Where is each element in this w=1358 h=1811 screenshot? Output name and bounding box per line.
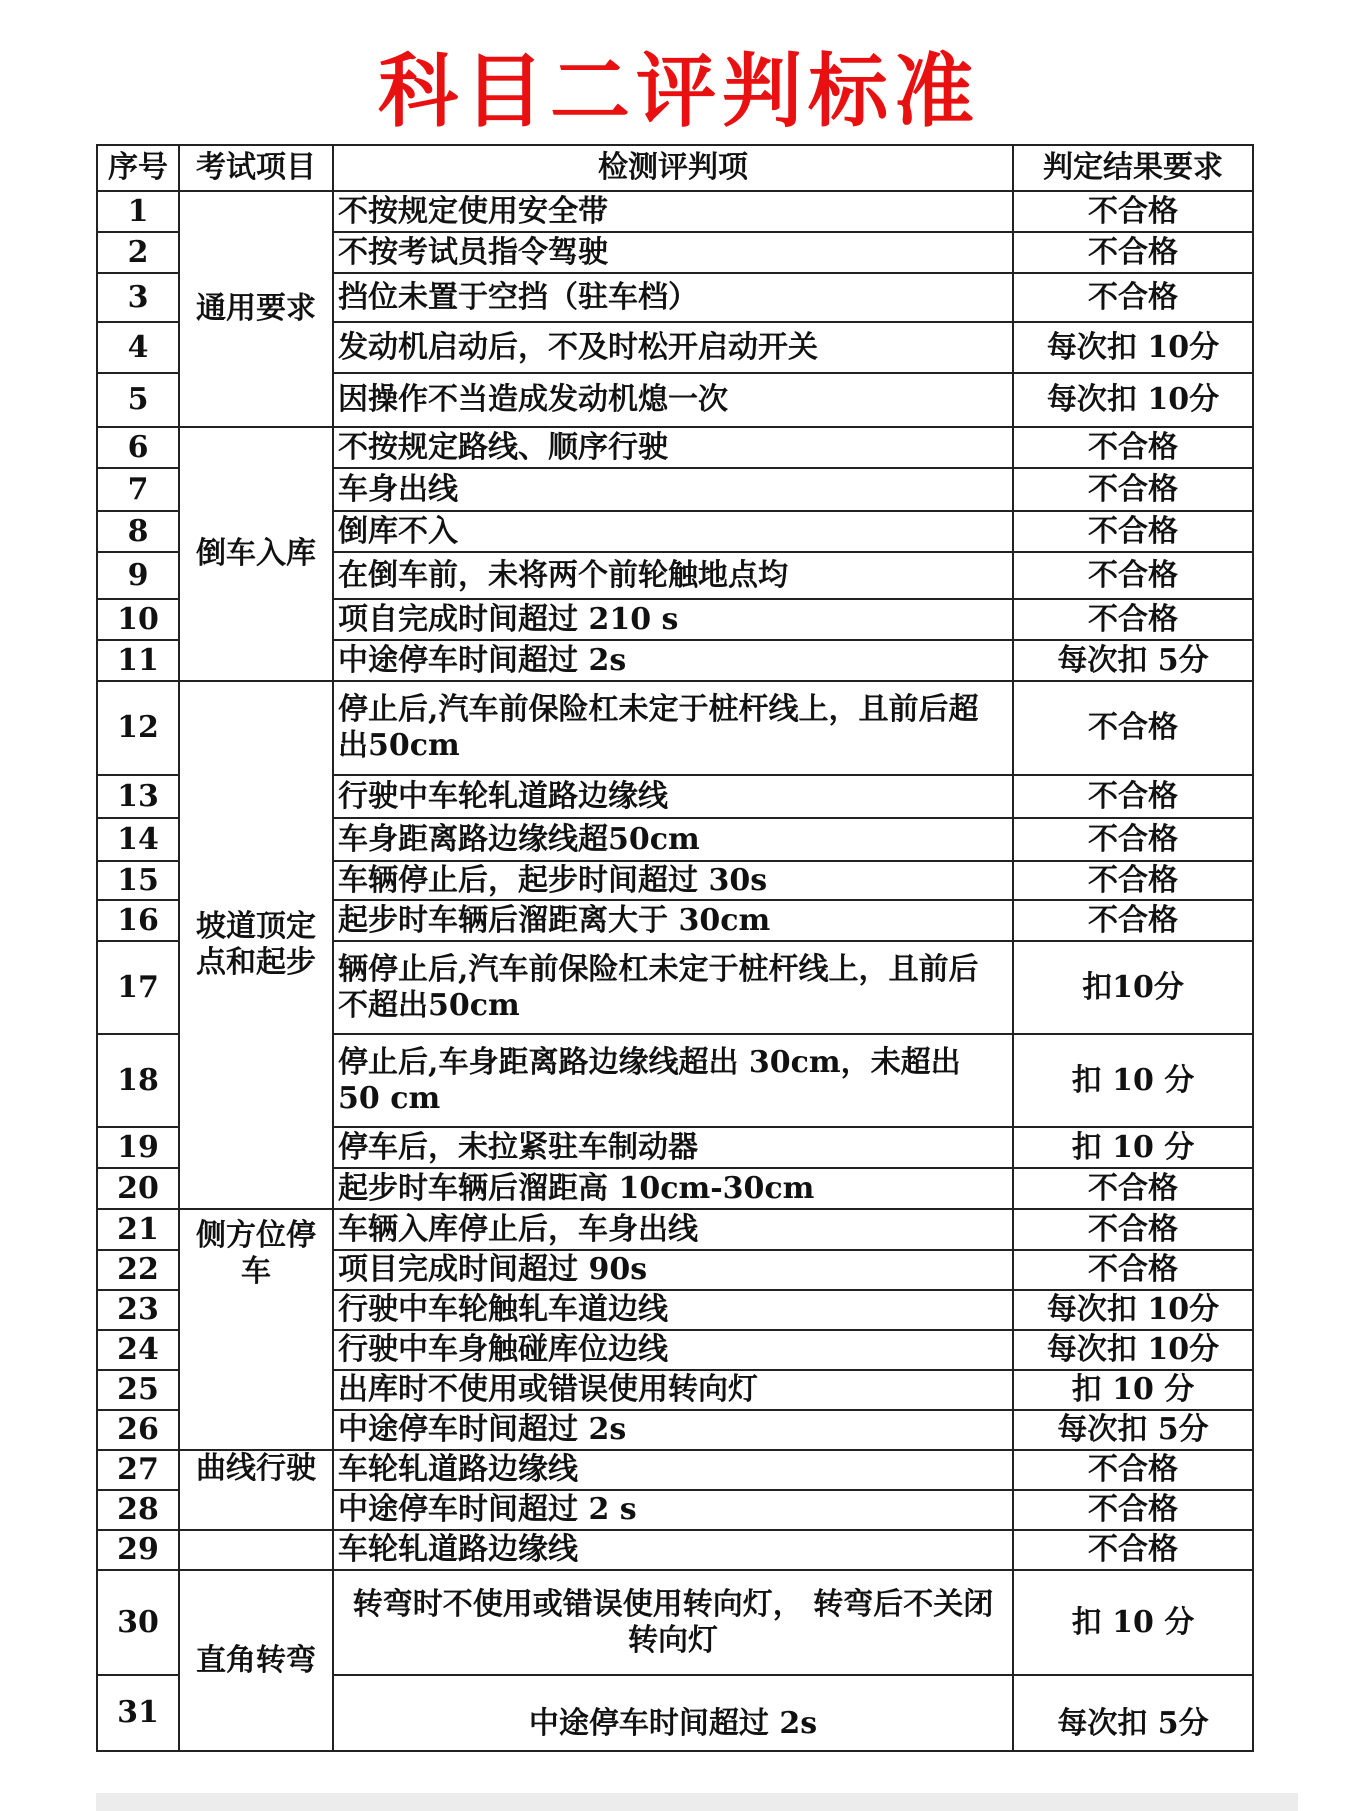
table-row	[97, 681, 1253, 775]
header-no: 序号	[97, 145, 179, 191]
row-item: 车辆入库停止后，车身出线	[333, 1209, 1013, 1250]
row-item: 不按考试员指令驾驶	[333, 232, 1013, 273]
row-result: 不合格	[1013, 1530, 1253, 1570]
row-item: 中途停车时间超过 2s	[333, 640, 1013, 681]
row-result: 扣 10 分	[1013, 1127, 1253, 1168]
row-result: 每次扣 10分	[1013, 373, 1253, 427]
row-no: 20	[97, 1168, 179, 1209]
row-result: 不合格	[1013, 818, 1253, 861]
table-row	[97, 1530, 1253, 1570]
row-no: 31	[97, 1675, 179, 1751]
row-no: 30	[97, 1570, 179, 1675]
row-no: 8	[97, 511, 179, 552]
row-no: 5	[97, 373, 179, 427]
row-no: 26	[97, 1410, 179, 1450]
row-no: 16	[97, 900, 179, 941]
row-item: 车身出线	[333, 468, 1013, 511]
row-item: 辆停止后,汽车前保险杠未定于桩杆线上，且前后不超出50cm	[333, 941, 1013, 1034]
row-no: 14	[97, 818, 179, 861]
row-item: 行驶中车轮触轧车道边线	[333, 1290, 1013, 1330]
row-item: 行驶中车身触碰库位边线	[333, 1330, 1013, 1370]
row-item: 车轮轧道路边缘线	[333, 1530, 1013, 1570]
row-item: 不按规定路线、顺序行驶	[333, 427, 1013, 468]
category-slope: 坡道顶定点和起步	[179, 681, 333, 1209]
row-no: 10	[97, 599, 179, 640]
row-no: 27	[97, 1450, 179, 1490]
row-result: 不合格	[1013, 1168, 1253, 1209]
row-no: 2	[97, 232, 179, 273]
category-reverse: 倒车入库	[179, 427, 333, 681]
row-item: 发动机启动后，不及时松开启动开关	[333, 322, 1013, 373]
row-result: 不合格	[1013, 1490, 1253, 1530]
row-no: 9	[97, 552, 179, 599]
category-general: 通用要求	[179, 191, 333, 427]
table-header-row	[97, 145, 1253, 191]
row-no: 6	[97, 427, 179, 468]
row-item: 车轮轧道路边缘线	[333, 1450, 1013, 1490]
row-no: 18	[97, 1034, 179, 1127]
bottom-scroll-strip	[96, 1793, 1298, 1811]
row-no: 29	[97, 1530, 179, 1570]
row-no: 19	[97, 1127, 179, 1168]
row-result: 不合格	[1013, 1250, 1253, 1290]
row-item: 转弯时不使用或错误使用转向灯， 转弯后不关闭转向灯	[333, 1570, 1013, 1675]
row-result: 不合格	[1013, 681, 1253, 775]
row-item: 停止后,汽车前保险杠未定于桩杆线上，且前后超出50cm	[333, 681, 1013, 775]
row-item: 倒库不入	[333, 511, 1013, 552]
row-no: 13	[97, 775, 179, 818]
row-no: 22	[97, 1250, 179, 1290]
table-row	[97, 427, 1253, 468]
row-result: 不合格	[1013, 599, 1253, 640]
row-result: 每次扣 5分	[1013, 1675, 1253, 1751]
row-result: 每次扣 10分	[1013, 1290, 1253, 1330]
row-result: 扣 10 分	[1013, 1034, 1253, 1127]
row-no: 12	[97, 681, 179, 775]
row-result: 不合格	[1013, 511, 1253, 552]
row-result: 不合格	[1013, 468, 1253, 511]
header-item: 检测评判项	[333, 145, 1013, 191]
row-result: 不合格	[1013, 552, 1253, 599]
row-no: 3	[97, 273, 179, 322]
row-item: 中途停车时间超过 2 s	[333, 1490, 1013, 1530]
category-side: 侧方位停车	[179, 1209, 333, 1450]
row-item: 中途停车时间超过 2s	[333, 1675, 1013, 1751]
row-no: 25	[97, 1370, 179, 1410]
row-item: 中途停车时间超过 2s	[333, 1410, 1013, 1450]
row-result: 不合格	[1013, 861, 1253, 900]
row-no: 11	[97, 640, 179, 681]
row-item: 行驶中车轮轧道路边缘线	[333, 775, 1013, 818]
row-item: 挡位未置于空挡（驻车档）	[333, 273, 1013, 322]
row-no: 21	[97, 1209, 179, 1250]
row-item: 停车后，未拉紧驻车制动器	[333, 1127, 1013, 1168]
table-row	[97, 1450, 1253, 1490]
row-item: 在倒车前，未将两个前轮触地点均	[333, 552, 1013, 599]
row-no: 1	[97, 191, 179, 232]
row-item: 因操作不当造成发动机熄一次	[333, 373, 1013, 427]
category-curve: 曲线行驶	[179, 1450, 333, 1530]
criteria-table	[96, 144, 1254, 1752]
row-result: 不合格	[1013, 232, 1253, 273]
row-result: 不合格	[1013, 191, 1253, 232]
row-result: 不合格	[1013, 900, 1253, 941]
row-result: 每次扣 5分	[1013, 1410, 1253, 1450]
row-item: 项自完成时间超过 210 s	[333, 599, 1013, 640]
row-result: 不合格	[1013, 1450, 1253, 1490]
row-no: 7	[97, 468, 179, 511]
table-row	[97, 1570, 1253, 1675]
row-no: 24	[97, 1330, 179, 1370]
row-result: 扣 10 分	[1013, 1370, 1253, 1410]
row-result: 每次扣 10分	[1013, 322, 1253, 373]
row-no: 15	[97, 861, 179, 900]
row-item: 不按规定使用安全带	[333, 191, 1013, 232]
table-row	[97, 1209, 1253, 1250]
row-item: 起步时车辆后溜距高 10cm-30cm	[333, 1168, 1013, 1209]
row-result: 不合格	[1013, 273, 1253, 322]
row-item: 车身距离路边缘线超50cm	[333, 818, 1013, 861]
row-result: 每次扣 5分	[1013, 640, 1253, 681]
row-no: 23	[97, 1290, 179, 1330]
table-row	[97, 191, 1253, 232]
row-result: 扣10分	[1013, 941, 1253, 1034]
row-item: 车辆停止后，起步时间超过 30s	[333, 861, 1013, 900]
row-no: 4	[97, 322, 179, 373]
category-right-angle: 直角转弯	[179, 1570, 333, 1751]
row-no: 17	[97, 941, 179, 1034]
header-result: 判定结果要求	[1013, 145, 1253, 191]
header-category: 考试项目	[179, 145, 333, 191]
row-item: 起步时车辆后溜距离大于 30cm	[333, 900, 1013, 941]
row-result: 每次扣 10分	[1013, 1330, 1253, 1370]
row-item: 出库时不使用或错误使用转向灯	[333, 1370, 1013, 1410]
row-result: 不合格	[1013, 427, 1253, 468]
page-title: 科目二评判标准	[378, 45, 980, 138]
row-item: 停止后,车身距离路边缘线超出 30cm，未超出 50 cm	[333, 1034, 1013, 1127]
row-result: 扣 10 分	[1013, 1570, 1253, 1675]
row-result: 不合格	[1013, 1209, 1253, 1250]
row-item: 项目完成时间超过 90s	[333, 1250, 1013, 1290]
row-no: 28	[97, 1490, 179, 1530]
category-empty	[179, 1530, 333, 1570]
row-result: 不合格	[1013, 775, 1253, 818]
